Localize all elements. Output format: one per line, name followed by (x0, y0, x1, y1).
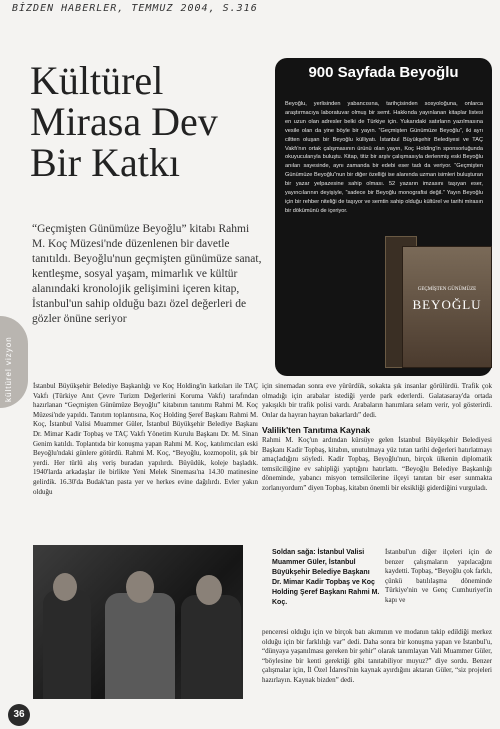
left-column-text: İstanbul Büyükşehir Belediye Başkanlığı ve Koç Holding'in katkıları ile TAÇ Vakfı (Türkiye Anıt Çevre Turizm Değerlerini Koruma Vakfı) tarafından hazırlanan “Geçmişten Günümüze Beyoğlu” kitabının tanıtımı Rahmi M. Koç Müzesi'nde yapıldı. Tanıtım toplantısına, Koç Holding Şeref Başkanı Rahmi M. Koç, İstanbul Valisi Muammer Güler, İstanbul Büyükşehir Belediye Başkanı Dr. Mimar Kadir Topbaş ve TAÇ Vakfı Yönetim Kurulu Başkanı Dr. M. Sinan Genim katıldı. Toplantıda bir konuşma yapan Rahmi M. Koç, katılımcıları eski Beyoğlu'ndaki günlere götürdü. Rahmi M. Koç, “Beyoğlu, kozmopolit, şık bir yerdi. Her türlü alış veriş buradan yapılırdı. Büyüdük, koleje başladık. 1940'larda arkadaşlar ile birlikte Yeni Melek Sineması'na 14.30 matinesine gelirdik. 16.30'da Budak'tan pasta yer ve herkes evine dağılırdı. Evler yakın olduğu (33, 382, 258, 496)
right-column-top: için sinemadan sonra eve yürürdük, sokakta şık insanlar görülürdü. Trafik çok olmadığı için arabalar istediği yerde park ederlerdi. Galatasaray'da ortada yakışıklı bir trafik polisi vardı. Arabaların hanımlara selam verir, yol gösterirdi. Onlar da hayran hayran bakarlardı” dedi. (262, 382, 492, 419)
page-number: 36 (8, 704, 30, 726)
title-line-3: Bir Katkı (30, 140, 180, 185)
right-column-bottom: penceresi olduğu için ve birçok batı akımının ve modanın takip edildiği merkez olduğu için bir farklılığı var” dedi. Daha sonra bir konuşma yapan ve İstanbul'u, “dünyaya yaşanılması gereken bir şehir” olarak tanımlayan Vali Muammer Güler, “böylesine bir kenti gerektiği gibi tanıtabiliyor muyuz?” diye sordu. Benzer çalışmalar için, İl Özel İdaresi'nin kaynak ayırdığını aktaran Güler, “siz projeleri hazırlayın. Kaynak bizden” dedi. (262, 628, 492, 684)
book-cover-subtitle: GEÇMİŞTEN GÜNÜMÜZE (417, 287, 477, 292)
section-label: kültürel vizyon (4, 336, 13, 402)
title-line-2: Mirasa Dev (30, 99, 218, 144)
intro-paragraph: “Geçmişten Günümüze Beyoğlu” kitabı Rahmi M. Koç Müzesi'nde düzenlenen bir davetle tanıtıldı. Beyoğlu'nun geçmişten günümüze sanat, kentleşme, sosyal yaşam, mimarlık ve kültür alanındaki kronolojik gelişimini içeren kitap, İstanbul'un sahip olduğu bazı özel değerleri de gözler önüne seriyor (32, 223, 262, 325)
person-1 (43, 590, 91, 699)
book-cover-title: BEYOĞLU (412, 297, 482, 312)
person-3-head (196, 575, 222, 605)
right-column-text (262, 382, 492, 494)
book-cover-image (402, 246, 492, 368)
handwritten-note: BİZDEN HABERLER, TEMMUZ 2004, S.316 (12, 3, 258, 14)
article-title (30, 60, 270, 183)
info-box-title: 900 Sayfada Beyoğlu (308, 64, 459, 81)
person-2 (105, 593, 175, 699)
person-1-head (53, 573, 77, 601)
wrapped-text: İstanbul'un diğer ilçeleri için de benzer çalışmaların yapılacağını kaydetti. Topbaş, “Beyoğlu çok farklı, çünkü batılılaşma döneminde Türkiye'nin ve Genç Cumhuriyet'in kapı ve (385, 548, 492, 604)
event-photo (33, 545, 243, 699)
right-column-mid: Rahmi M. Koç'un ardından kürsüye gelen İstanbul Büyükşehir Belediyesi Başkanı Kadir Topbaş, kitabın, unutulmaya yüz tutan tarihi değerleri hatırlatmayı amaçladığını söyledi. Kadir Topbaş, Beyoğlu'nun, birçok ülkenin diplomatik temsilciliğine ev sahipliği yaptığını hatırlattı. “Beyoğlu Belediye Başkanlığı döneminde, yabancı misyon temsilcilerine ilçeyi tanıtan bir eser sunmakta zorlanıyordum” diyen Topbaş, kitabın önemli bir eksikliği giderdiğini vurguladı. (262, 435, 492, 492)
person-3 (181, 595, 241, 699)
photo-caption: Soldan sağa: İstanbul Valisi Muammer Güler, İstanbul Büyükşehir Belediye Başkanı Dr. Mimar Kadir Topbaş ve Koç Holding Şeref Başkanı Rahmi M. Koç. (272, 549, 380, 606)
person-2-head (126, 571, 154, 603)
info-box-body: Beyoğlu, yerlisinden yabancısına, tarihçisinden sosyoloğuna, onlarca araştırmacıya laboratuvar olmuş bir semt. Hakkında yayınlanan kitaplar listesi en uzun olan adresler belki de Türkiye için. Yukarıdaki satırların yazılmasına vesile olan da yine böyle bir yayın. “Geçmişten Günümüze Beyoğlu”, iki ayrı ciltten oluşan bir Beyoğlu külliyatı. İstanbul Büyükşehir Belediyesi ve TAÇ Vakfı'nın ortak çalışmasının ürünü olan yayın, Koç Holding'in sponsorluğunda okuyucularıyla buluştu. Kitap, titiz bir arşiv çalışmasıyla derlenmiş eski Beyoğlu anıları sayesinde, aynı zamanda bir edebi eser tadı da veriyor. “Geçmişten Günümüze Beyoğlu”nun bir diğer özelliği ise alanında uzman isimleri buluşturan bir yazar yelpazesine sahip olması. 52 yazarın imzasını taşıyan eser, yayıncılarının deyişiyle, “sadece bir Beyoğlu monografisi değil.” Yayın Beyoğlu için bir rehber niteliği de taşıyor ve semtin sahip olduğu kültürel ve tarihi mirasın bir dökümünü de içeriyor. (285, 101, 483, 214)
title-line-1: Kültürel (30, 58, 164, 103)
subheading: Valilik'ten Tanıtıma Kaynak (262, 425, 371, 436)
